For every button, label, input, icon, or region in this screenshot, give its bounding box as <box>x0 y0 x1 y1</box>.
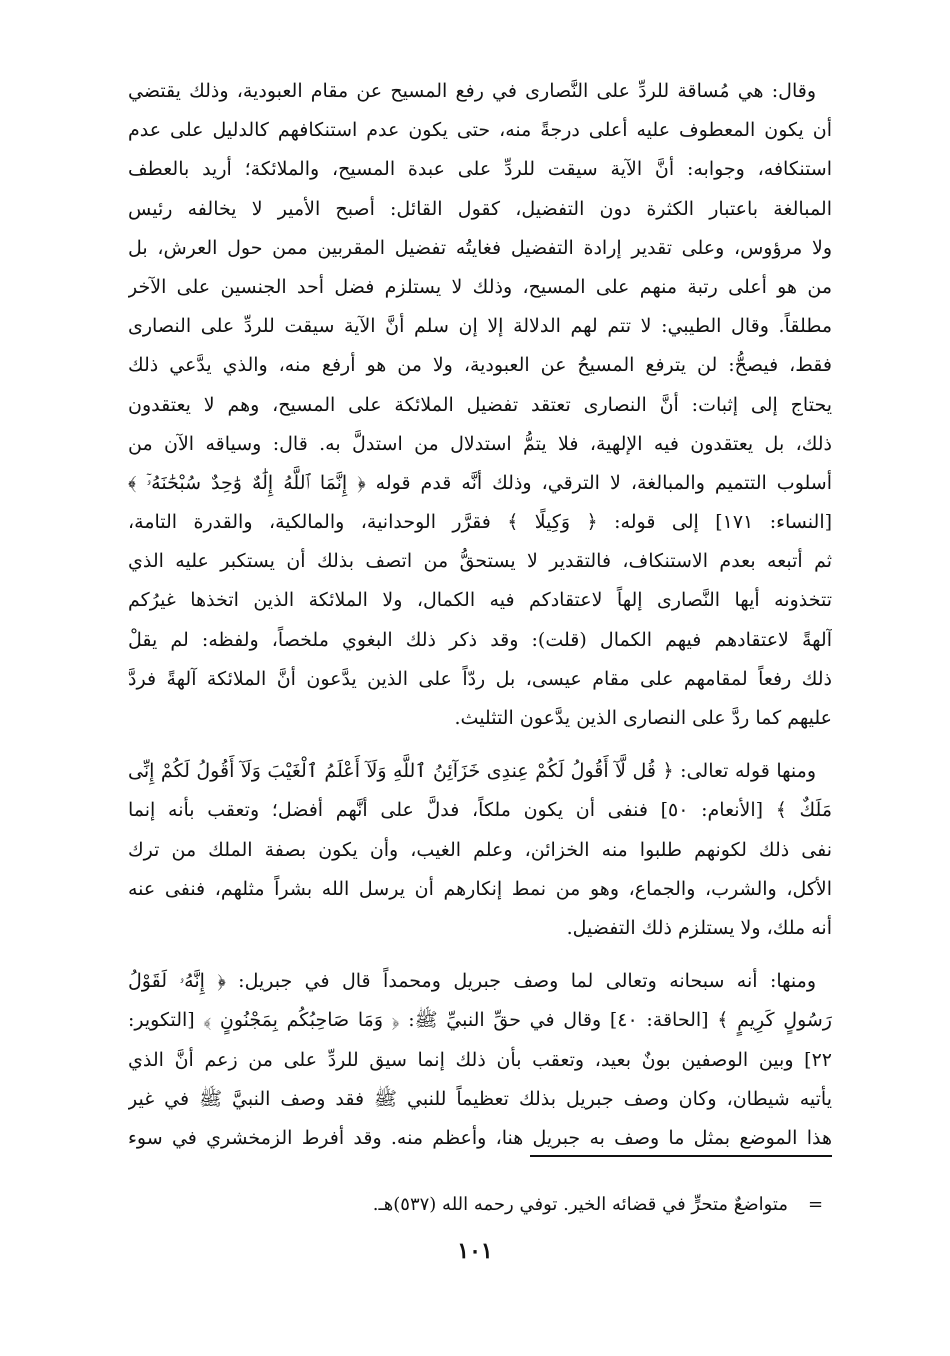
text-line: آلهةً لاعتقادهم فيهم الكمال (قلت): وقد ذكر ذلك البغوي ملخصاً، ولفظه: لم يقلْ <box>128 628 832 651</box>
text-line: مَلَكٌ ﴾ [الأنعام: ٥٠] فنفى أن يكون ملكاً، فدلَّ على أنَّهم أفضل؛ وتعقب بأنه إنما <box>128 799 832 822</box>
text-line: [النساء: ١٧١] إلى قوله: ﴿ وَكِيلًا ﴾ فقرَّر الوحدانية، والمالكية، والقدرة التامة، <box>128 511 832 534</box>
text-line: المبالغة باعتبار الكثرة دون التفضيل، كقول القائل: أصبح الأمير لا يخالفه رئيس <box>128 197 832 220</box>
text-line: ذلك، بل يعتقدون فيه الإلهية، فلا يتمُّ استدلال من استدلَّ به. قال: وسياقه الآن من <box>128 432 832 455</box>
text-line: مطلقاً. وقال الطيبي: لا تتم لهم الدلالة إلا إن سلم أنَّ الآية سيقت للردِّ على النصارى <box>128 315 832 338</box>
text-line: نفى ذلك لكونهم طلبوا منه الخزائن، وعلم الغيب، وأن يكون بصفة الملك من ترك <box>128 838 832 861</box>
text-line: استنكافه، وجوابه: أنَّ الآية سيقت للردِّ على عبدة المسيح، والملائكة؛ أريد بالعطف <box>128 158 832 181</box>
text-line: يأتيه شيطان، وكان وصف جبريل بذلك تعظيماً للنبي ﷺ فقد وصف النبيَّ ﷺ في غير <box>128 1087 832 1110</box>
text-line: ومنها: أنه سبحانه وتعالى لما وصف جبريل ومحمداً قال في جبريل: ﴿ إِنَّهُۥ لَقَوْلُ <box>128 970 816 993</box>
text-line: أنه ملك، ولا يستلزم ذلك التفضيل. <box>566 916 832 939</box>
text-line: ومنها قوله تعالى: ﴿ قُل لَّآ أَقُولُ لَكُمْ عِندِى خَزَآئِنُ ٱللَّهِ وَلَآ أَعْلَمُ ٱلْغَيْبَ وَلَآ أَقُولُ لَكُمْ إِنِّى <box>128 760 816 783</box>
text-line: رَسُولٍ كَرِيمٍ ﴾ [الحاقة: ٤٠] وقال في حقِّ النبيِّ ﷺ: ﴿ وَمَا صَاحِبُكُم بِمَجْنُونٍ ﴾ [التكوير: <box>128 1009 832 1032</box>
text-line: أن يكون المعطوف عليه أعلى درجةً منه، حتى يكون عدم استنكافهم كالدليل على عدم <box>128 119 832 142</box>
paragraph-3 <box>128 962 832 1158</box>
main-text <box>128 72 832 1158</box>
text-line: تتخذونه أيها النَّصارى إلهاً لاعتقادكم فيه الكمال، ولا الملائكة الذين اتخذها غيرُكم <box>128 589 832 612</box>
paragraph-gap <box>128 948 832 962</box>
paragraph-1 <box>128 72 832 738</box>
text-line: ولا مرؤوس، وعلى تقدير إرادة التفضيل فغايتُه تفضيل المقربين ممن حول العرش، بل <box>128 236 832 259</box>
page-number: ١٠١ <box>457 1238 493 1264</box>
footnote-text: متواضعٌ متحرٍّ في قضائه الخير. توفي رحمه الله (٥٣٧)هـ. <box>372 1194 788 1215</box>
text-line: ذلك رفعاً لمقامهم على مقام عيسى، بل ردّاً على الذين يدَّعون أنَّ الملائكة آلهةً فردَّ <box>128 667 832 690</box>
paragraph-gap <box>128 738 832 752</box>
text-line: هذا الموضع بمثل ما وصف به جبريل هنا، وأعظم منه. وقد أفرط الزمخشري في سوء <box>128 1126 832 1149</box>
text-line: يحتاج إلى إثبات: أنَّ النصارى تعتقد تفضيل الملائكة على المسيح، وهم لا يعتقدون <box>128 393 832 416</box>
text-line: من هو أعلى رتبة منهم على المسيح، وذلك لا يستلزم فضل أحد الجنسين على الآخر <box>128 275 832 298</box>
paragraph-2 <box>128 752 832 948</box>
text-line: فقط، فيصحُّ: لن يترفع المسيحُ عن العبودية، ولا من هو أرفع منه، والذي يدَّعي ذلك <box>128 354 832 377</box>
text-line: ٢٢] وبين الوصفين بونٌ بعيد، وتعقب بأن ذلك إنما سيق للردِّ على من زعم أنَّ الذي <box>128 1048 832 1071</box>
text-line: ثم أتبعه بعدم الاستنكاف، فالتقدير لا يستحقُّ من اتصف بذلك أن يستكبر عليه الذي <box>128 550 832 573</box>
text-line: عليهم كما ردَّ على النصارى الذين يدَّعون التثليث. <box>454 707 832 729</box>
text-line: وقال: هي مُساقة للردِّ على النَّصارى في رفع المسيح عن مقام العبودية، وذلك يقتضي <box>128 80 816 102</box>
footnote-continuation-mark: = <box>808 1194 824 1215</box>
text-line: الأكل، والشرب، والجماع، وهو من نمط إنكارهم أن يرسل الله بشراً مثلهم، فنفى عنه <box>128 877 832 900</box>
footnote-divider <box>530 1155 832 1157</box>
text-line: أسلوب التتميم والمبالغة، لا الترقي، وذلك أنَّه قدم قوله ﴿ إِنَّمَا ٱللَّهُ إِلَٰهٌ وَٰحِدٌ سُبْحَٰنَهُۥٓ ﴾ <box>128 471 832 494</box>
